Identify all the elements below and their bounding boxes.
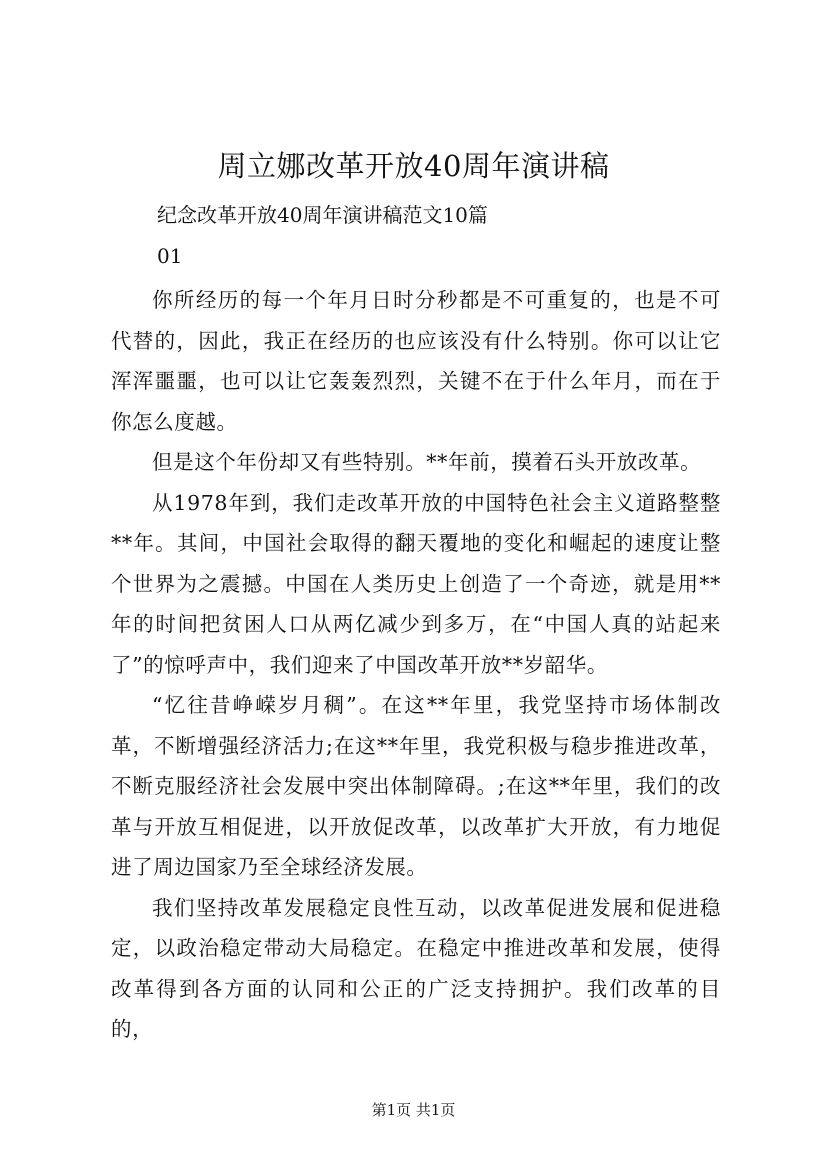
body-text bbox=[111, 280, 721, 1050]
paragraph: 但是这个年份却又有些特别。**年前，摸着石头开放改革。 bbox=[152, 450, 702, 474]
document-title: 周立娜改革开放40周年演讲稿 bbox=[217, 149, 610, 183]
document-subtitle: 纪念改革开放40周年演讲稿范文10篇 bbox=[157, 203, 488, 227]
paragraph: “忆往昔峥嵘岁月稠”。在这**年里，我党坚持市场体制改革，不断增强经济活力;在这**年里，我党积极与稳步推进改革，不断克服经济社会发展中突出体制障碍。;在这**年里，我们的改革与开放互相促进，以开放促改革，以改革扩大开放，有力地促进了周边国家乃至全球经济发展。 bbox=[111, 693, 721, 879]
paragraph: 从1978年到，我们走改革开放的中国特色社会主义道路整整**年。其间，中国社会取得的翻天覆地的变化和崛起的速度让整个世界为之震撼。中国在人类历史上创造了一个奇迹，就是用**年的时间把贫困人口从两亿减少到多万，在“中国人真的站起来了”的惊呼声中，我们迎来了中国改革开放**岁韶华。 bbox=[111, 490, 721, 677]
page-footer: 第1页 共1页 bbox=[371, 1101, 456, 1119]
paragraph: 我们坚持改革发展稳定良性互动，以改革促进发展和促进稳定，以政治稳定带动大局稳定。在稳定中推进改革和发展，使得改革得到各方面的认同和公正的广泛支持拥护。我们改革的目的， bbox=[111, 895, 721, 1041]
section-number: 01 bbox=[157, 244, 183, 268]
paragraph: 你所经历的每一个年月日时分秒都是不可重复的，也是不可代替的，因此，我正在经历的也应该没有什么特别。你可以让它浑浑噩噩，也可以让它轰轰烈烈，关键不在于什么年月，而在于你怎么度越。 bbox=[111, 288, 721, 434]
